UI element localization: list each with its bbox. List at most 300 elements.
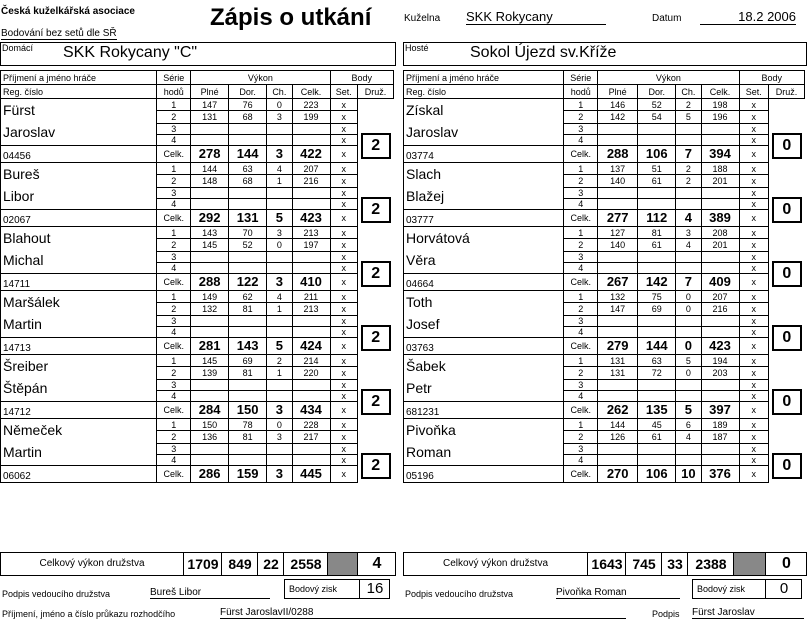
- series-total: 201: [701, 175, 739, 187]
- home-captain-value: Bureš Libor: [150, 587, 270, 599]
- sets-mark: x: [330, 198, 357, 209]
- away-player-1-row-5: [404, 146, 805, 163]
- sets-mark: x: [739, 303, 769, 315]
- scoring-note: Bodování bez setů dle SŘ: [1, 28, 117, 39]
- series-number: 1: [157, 419, 191, 431]
- away-player-4-row-3: [404, 315, 805, 326]
- player-surname: Horvátová: [404, 227, 564, 252]
- player-total-full: 288: [598, 146, 638, 163]
- date-value: 18.2 2006: [700, 9, 796, 25]
- series-number: 2: [564, 431, 598, 443]
- player-total-full: 277: [598, 210, 638, 227]
- referee-label: Příjmení, jméno a číslo průkazu rozhodčího: [2, 609, 176, 619]
- player-total-misses: 4: [676, 210, 701, 227]
- series-clear: 63: [638, 355, 676, 367]
- player-firstname: Štěpán: [1, 379, 157, 402]
- series-number: 3: [157, 187, 191, 198]
- series-clear: 81: [229, 367, 267, 379]
- series-full: [191, 134, 229, 145]
- player-reg-number: 14711: [1, 274, 157, 291]
- series-full: 150: [191, 419, 229, 431]
- away-side-label: Hosté: [405, 43, 429, 53]
- home-col-full: Plné: [191, 85, 229, 99]
- series-clear: 72: [638, 367, 676, 379]
- series-clear: 81: [229, 303, 267, 315]
- series-number: 1: [157, 99, 191, 111]
- series-clear: [638, 326, 676, 337]
- series-number: 2: [564, 367, 598, 379]
- series-clear: [638, 390, 676, 401]
- player-total-total: 376: [701, 466, 739, 483]
- sets-mark: x: [330, 123, 357, 134]
- home-col-sets: Set.: [330, 85, 357, 99]
- player-total-full: 270: [598, 466, 638, 483]
- player-total-total: 445: [292, 466, 330, 483]
- series-clear: [229, 251, 267, 262]
- player-points-cell: [769, 419, 805, 483]
- series-total: [701, 326, 739, 337]
- player-total-misses: 3: [267, 402, 292, 419]
- series-total: [292, 198, 330, 209]
- player-total-full: 284: [191, 402, 229, 419]
- away-player-1-row-1: [404, 99, 805, 111]
- series-number: 3: [564, 187, 598, 198]
- series-number: 3: [157, 123, 191, 134]
- referee-value: Fürst JaroslavII/0288: [220, 607, 626, 619]
- player-firstname: Libor: [1, 187, 157, 210]
- home-player-3-row-3: [1, 251, 394, 262]
- series-number: 1: [564, 99, 598, 111]
- player-total-full: 288: [191, 274, 229, 291]
- sets-mark: x: [330, 326, 357, 337]
- series-full: [598, 251, 638, 262]
- series-full: 127: [598, 227, 638, 239]
- series-full: [598, 187, 638, 198]
- player-total-clear: 150: [229, 402, 267, 419]
- series-misses: [676, 443, 701, 454]
- series-misses: [267, 262, 292, 273]
- sets-mark: x: [739, 146, 769, 163]
- series-misses: [267, 454, 292, 465]
- series-number: 1: [564, 291, 598, 303]
- series-total: [292, 454, 330, 465]
- sets-mark: x: [739, 210, 769, 227]
- series-clear: [229, 379, 267, 390]
- player-firstname: Martin: [1, 443, 157, 466]
- series-misses: 4: [676, 239, 701, 251]
- series-full: 144: [598, 419, 638, 431]
- sets-mark: x: [739, 431, 769, 443]
- player-surname: Pivoňka: [404, 419, 564, 444]
- series-clear: [638, 251, 676, 262]
- series-full: [598, 262, 638, 273]
- series-total: 223: [292, 99, 330, 111]
- series-number: 1: [157, 227, 191, 239]
- player-total-misses: 5: [676, 402, 701, 419]
- player-reg-number: 03777: [404, 210, 564, 227]
- home-header-row-1: [1, 71, 394, 85]
- date-label: Datum: [652, 13, 682, 24]
- home-player-1-row-5: [1, 146, 394, 163]
- player-reg-number: 14713: [1, 338, 157, 355]
- series-total: [292, 379, 330, 390]
- player-total-misses: 7: [676, 274, 701, 291]
- player-points-cell: [357, 419, 393, 483]
- series-total: 197: [292, 239, 330, 251]
- home-player-2-row-1: [1, 163, 394, 175]
- series-total: [292, 443, 330, 454]
- player-points-cell: [357, 227, 393, 291]
- series-misses: 3: [267, 431, 292, 443]
- player-total-total: 434: [292, 402, 330, 419]
- away-player-6-row-3: [404, 443, 805, 454]
- player-total-clear: 112: [638, 210, 676, 227]
- away-player-5-row-5: [404, 402, 805, 419]
- series-clear: [229, 326, 267, 337]
- home-total-full: 1709: [183, 553, 222, 575]
- player-total-label: Celk.: [157, 146, 191, 163]
- series-clear: 62: [229, 291, 267, 303]
- away-player-3-row-3: [404, 251, 805, 262]
- series-misses: [267, 134, 292, 145]
- sets-mark: x: [739, 443, 769, 454]
- referee-signature-value: Fürst Jaroslav: [692, 607, 804, 619]
- sets-mark: x: [330, 175, 357, 187]
- home-team-name: SKK Rokycany "C": [63, 44, 198, 61]
- player-surname: Slach: [404, 163, 564, 188]
- sets-mark: x: [739, 227, 769, 239]
- player-total-misses: 5: [267, 210, 292, 227]
- series-total: [701, 262, 739, 273]
- away-total-misses: 33: [661, 553, 688, 575]
- player-total-clear: 159: [229, 466, 267, 483]
- series-full: [598, 454, 638, 465]
- player-points: 2: [361, 453, 391, 479]
- sets-mark: x: [739, 239, 769, 251]
- sets-mark: x: [330, 431, 357, 443]
- sets-mark: x: [739, 338, 769, 355]
- series-total: 194: [701, 355, 739, 367]
- series-misses: 0: [267, 419, 292, 431]
- home-player-5-row-3: [1, 379, 394, 390]
- home-player-4-row-3: [1, 315, 394, 326]
- series-total: 203: [701, 367, 739, 379]
- series-total: [701, 390, 739, 401]
- series-misses: [676, 379, 701, 390]
- series-clear: 81: [229, 431, 267, 443]
- sets-mark: x: [739, 187, 769, 198]
- lane-label: Kuželna: [404, 13, 441, 24]
- series-misses: [676, 251, 701, 262]
- series-full: [191, 198, 229, 209]
- player-points-cell: [357, 291, 393, 355]
- sets-mark: x: [739, 175, 769, 187]
- series-clear: 76: [229, 99, 267, 111]
- series-full: [598, 390, 638, 401]
- page-title: Zápis o utkání: [210, 4, 372, 31]
- home-header-row-2: [1, 85, 394, 99]
- home-player-5-row-1: [1, 355, 394, 367]
- series-clear: 61: [638, 431, 676, 443]
- home-col-player: Příjmení a jméno hráče: [1, 71, 157, 85]
- series-number: 2: [157, 175, 191, 187]
- series-full: 142: [598, 111, 638, 123]
- series-full: 145: [191, 355, 229, 367]
- series-total: [292, 123, 330, 134]
- series-clear: [638, 454, 676, 465]
- home-team-box: [0, 42, 396, 66]
- player-total-full: 278: [191, 146, 229, 163]
- series-full: [191, 454, 229, 465]
- away-col-points: Body: [739, 71, 804, 85]
- series-full: [598, 379, 638, 390]
- series-misses: [267, 123, 292, 134]
- away-total-clear: 745: [625, 553, 662, 575]
- sets-mark: x: [330, 454, 357, 465]
- sets-mark: x: [330, 227, 357, 239]
- away-player-2-row-1: [404, 163, 805, 175]
- series-total: 214: [292, 355, 330, 367]
- series-full: [598, 198, 638, 209]
- home-points-gain-value: 16: [359, 580, 390, 598]
- away-results-table: [403, 70, 805, 483]
- sets-mark: x: [739, 326, 769, 337]
- player-firstname: Michal: [1, 251, 157, 274]
- sets-mark: x: [330, 146, 357, 163]
- series-clear: 54: [638, 111, 676, 123]
- player-points: 2: [361, 325, 391, 351]
- series-full: [598, 134, 638, 145]
- series-full: 136: [191, 431, 229, 443]
- away-col-series: Série: [564, 71, 598, 85]
- series-number: 3: [564, 251, 598, 262]
- player-firstname: Roman: [404, 443, 564, 466]
- home-col-reg: Reg. číslo: [1, 85, 157, 99]
- away-team-total-row: [403, 552, 807, 576]
- sets-mark: x: [739, 355, 769, 367]
- player-surname: Šreiber: [1, 355, 157, 380]
- home-player-6-row-1: [1, 419, 394, 431]
- away-team-total-label: Celkový výkon družstva: [442, 558, 549, 569]
- player-surname: Fürst: [1, 99, 157, 124]
- player-total-full: 267: [598, 274, 638, 291]
- series-misses: 6: [676, 419, 701, 431]
- player-total-total: 410: [292, 274, 330, 291]
- player-surname: Získal: [404, 99, 564, 124]
- home-player-3-row-5: [1, 274, 394, 291]
- series-full: [598, 123, 638, 134]
- player-total-full: 292: [191, 210, 229, 227]
- series-number: 1: [564, 355, 598, 367]
- series-misses: [267, 251, 292, 262]
- series-misses: [267, 198, 292, 209]
- series-number: 1: [157, 163, 191, 175]
- series-clear: 51: [638, 163, 676, 175]
- sets-mark: x: [739, 99, 769, 111]
- away-player-5-row-3: [404, 379, 805, 390]
- player-points: 0: [772, 197, 802, 223]
- player-total-label: Celk.: [564, 274, 598, 291]
- home-team-points: 4: [357, 553, 396, 575]
- player-total-label: Celk.: [564, 210, 598, 227]
- lane-value: SKK Rokycany: [466, 9, 606, 25]
- series-full: 131: [598, 355, 638, 367]
- player-points-cell: [769, 99, 805, 163]
- away-points-gain-box: [692, 579, 802, 599]
- series-misses: 3: [676, 227, 701, 239]
- series-full: 131: [598, 367, 638, 379]
- sets-mark: x: [330, 134, 357, 145]
- series-misses: [676, 198, 701, 209]
- player-total-clear: 106: [638, 146, 676, 163]
- series-total: 207: [292, 163, 330, 175]
- series-misses: 0: [267, 239, 292, 251]
- series-total: 213: [292, 227, 330, 239]
- series-total: 207: [701, 291, 739, 303]
- sets-mark: x: [330, 379, 357, 390]
- series-number: 3: [157, 315, 191, 326]
- player-firstname: Blažej: [404, 187, 564, 210]
- series-total: [701, 187, 739, 198]
- series-total: [292, 134, 330, 145]
- series-number: 4: [564, 326, 598, 337]
- home-col-series-2: hodů: [157, 85, 191, 99]
- player-reg-number: 06062: [1, 466, 157, 483]
- series-misses: 0: [676, 367, 701, 379]
- series-total: 216: [292, 175, 330, 187]
- home-captain-label: Podpis vedoucího družstva: [2, 589, 111, 599]
- series-number: 2: [564, 111, 598, 123]
- sets-mark: x: [739, 134, 769, 145]
- series-misses: [267, 326, 292, 337]
- player-total-label: Celk.: [564, 338, 598, 355]
- series-number: 4: [157, 454, 191, 465]
- home-side-label: Domácí: [2, 43, 34, 53]
- away-total-sets-cell: [733, 553, 766, 575]
- sets-mark: x: [330, 210, 357, 227]
- sets-mark: x: [739, 379, 769, 390]
- player-points: 0: [772, 133, 802, 159]
- home-player-1-row-3: [1, 123, 394, 134]
- sets-mark: x: [739, 251, 769, 262]
- series-misses: [676, 390, 701, 401]
- series-misses: [676, 123, 701, 134]
- home-points-gain-label: Bodový zisk: [289, 584, 338, 594]
- away-team-box: [403, 42, 807, 66]
- player-total-label: Celk.: [564, 466, 598, 483]
- series-total: [701, 251, 739, 262]
- player-firstname: Martin: [1, 315, 157, 338]
- series-clear: 68: [229, 175, 267, 187]
- player-total-clear: 122: [229, 274, 267, 291]
- series-clear: 52: [229, 239, 267, 251]
- player-points-cell: [769, 227, 805, 291]
- away-player-6-row-5: [404, 466, 805, 483]
- player-surname: Němeček: [1, 419, 157, 444]
- series-full: [598, 326, 638, 337]
- series-number: 4: [564, 454, 598, 465]
- sets-mark: x: [739, 315, 769, 326]
- series-full: 143: [191, 227, 229, 239]
- series-full: 139: [191, 367, 229, 379]
- player-points: 0: [772, 261, 802, 287]
- player-total-misses: 3: [267, 274, 292, 291]
- player-reg-number: 05196: [404, 466, 564, 483]
- player-total-clear: 135: [638, 402, 676, 419]
- player-total-clear: 144: [638, 338, 676, 355]
- series-number: 4: [564, 198, 598, 209]
- series-number: 1: [157, 291, 191, 303]
- sets-mark: x: [330, 402, 357, 419]
- player-reg-number: 681231: [404, 402, 564, 419]
- sets-mark: x: [330, 315, 357, 326]
- series-misses: 4: [676, 431, 701, 443]
- player-total-label: Celk.: [564, 402, 598, 419]
- player-points: 2: [361, 133, 391, 159]
- series-number: 4: [564, 134, 598, 145]
- series-clear: [229, 315, 267, 326]
- player-total-total: 409: [701, 274, 739, 291]
- series-number: 4: [564, 262, 598, 273]
- player-surname: Bureš: [1, 163, 157, 188]
- player-surname: Toth: [404, 291, 564, 316]
- player-total-label: Celk.: [564, 146, 598, 163]
- association-name: Česká kuželkářská asociace: [1, 6, 135, 17]
- series-number: 2: [564, 239, 598, 251]
- series-total: 189: [701, 419, 739, 431]
- sets-mark: x: [330, 163, 357, 175]
- series-clear: 81: [638, 227, 676, 239]
- home-col-clear: Dor.: [229, 85, 267, 99]
- player-total-misses: 7: [676, 146, 701, 163]
- series-full: [598, 315, 638, 326]
- sets-mark: x: [739, 274, 769, 291]
- sets-mark: x: [330, 390, 357, 401]
- series-clear: [229, 187, 267, 198]
- series-misses: [676, 262, 701, 273]
- series-total: 216: [701, 303, 739, 315]
- series-misses: [676, 315, 701, 326]
- series-full: [598, 443, 638, 454]
- player-reg-number: 02067: [1, 210, 157, 227]
- series-number: 2: [157, 111, 191, 123]
- home-player-3-row-1: [1, 227, 394, 239]
- away-col-series-2: hodů: [564, 85, 598, 99]
- series-full: [191, 187, 229, 198]
- sets-mark: x: [739, 367, 769, 379]
- series-number: 1: [564, 419, 598, 431]
- player-points-cell: [769, 355, 805, 419]
- series-clear: 69: [229, 355, 267, 367]
- series-misses: [676, 326, 701, 337]
- player-total-total: 423: [701, 338, 739, 355]
- away-col-total: Celk.: [701, 85, 739, 99]
- series-full: 140: [598, 175, 638, 187]
- series-misses: 3: [267, 111, 292, 123]
- series-full: 126: [598, 431, 638, 443]
- series-misses: 4: [267, 163, 292, 175]
- player-total-full: 281: [191, 338, 229, 355]
- player-total-clear: 131: [229, 210, 267, 227]
- sets-mark: x: [330, 466, 357, 483]
- player-surname: Maršálek: [1, 291, 157, 316]
- player-points: 0: [772, 453, 802, 479]
- series-total: 228: [292, 419, 330, 431]
- series-clear: 45: [638, 419, 676, 431]
- series-misses: 4: [267, 291, 292, 303]
- away-player-5-row-1: [404, 355, 805, 367]
- series-full: [191, 326, 229, 337]
